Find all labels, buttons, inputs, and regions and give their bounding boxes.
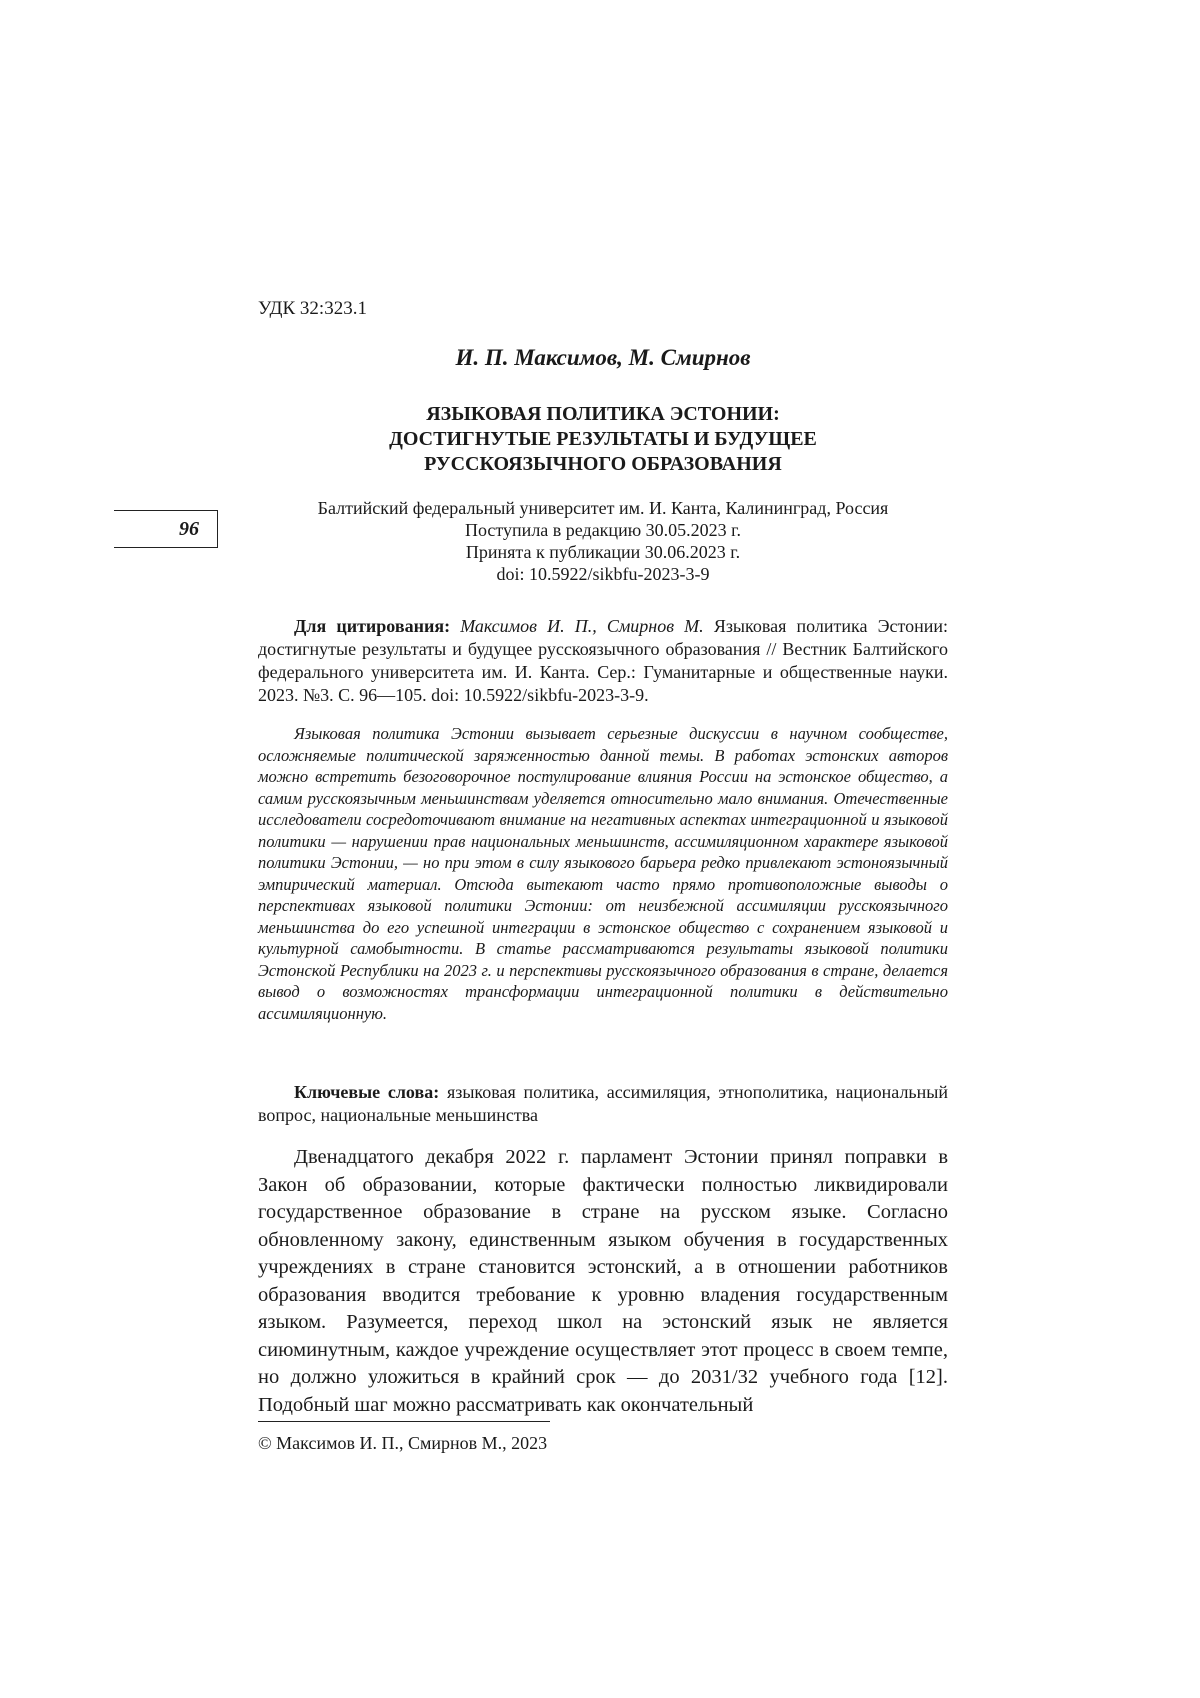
title-line: ЯЗЫКОВАЯ ПОЛИТИКА ЭСТОНИИ: bbox=[426, 403, 780, 425]
citation-text: Языковая политика Эстонии: достигнутые результаты и будущее русскоязычного образования // Вестник Балтийского федерального университета им. И. Канта. Сер.: Гуманитарные и общественные науки. 2023. №3. С. 96—105. doi: 10.5922/sikbfu-2023-3-9. bbox=[258, 616, 949, 705]
footnote-divider bbox=[258, 1421, 550, 1422]
page-number-box bbox=[114, 510, 218, 548]
article-authors: И. П. Максимов, М. Смирнов bbox=[455, 345, 751, 370]
doi: doi: 10.5922/sikbfu-2023-3-9 bbox=[496, 564, 710, 584]
title-line: РУССКОЯЗЫЧНОГО ОБРАЗОВАНИЯ bbox=[424, 453, 782, 475]
copyright-notice: © Максимов И. П., Смирнов М., 2023 bbox=[258, 1433, 548, 1453]
keywords-text: языковая политика, ассимиляция, этнополитика, национальный вопрос, национальные меньшинства bbox=[258, 1082, 948, 1125]
accepted-date: Принята к публикации 30.06.2023 г. bbox=[465, 542, 741, 562]
keywords-block bbox=[258, 1081, 948, 1127]
body-paragraph: Двенадцатого декабря 2022 г. парламент Эстонии принял поправки в Закон об образовании, которые фактически полностью ликвидировали государственное образование в стране на русском языке. Согласно обновленному закону, единственным языком обучения в государственных учреждениях в стране становится эстонский, а в отношении работников образования вводится требование к уровню владения государственным языком. Разумеется, переход школ на эстонский язык не является сиюминутным, каждое учреждение осуществляет этот процесс в своем темпе, но должно уложиться в крайний срок — до 2031/32 учебного года [12]. Подобный шаг можно рассматривать как окончательный bbox=[258, 1146, 948, 1416]
article-title bbox=[258, 402, 948, 477]
affiliation-block bbox=[258, 497, 948, 585]
citation-block bbox=[258, 615, 948, 707]
affiliation-university: Балтийский федеральный университет им. И. Канта, Калининград, Россия bbox=[317, 498, 889, 518]
abstract: Языковая политика Эстонии вызывает серьезные дискуссии в научном сообществе, осложняемые политической заряженностью данной темы. В работах эстонских авторов можно встретить безоговорочное постулирование влияния России на эстонское общество, а самим русскоязычным меньшинствам уделяется относительно мало внимания. Отечественные исследователи сосредоточивают внимание на негативных аспектах интеграционной и языковой политики — нарушении прав национальных меньшинств, ассимиляционном характере языковой политики Эстонии, — но при этом в силу языкового барьера редко привлекают эстоноязычный эмпирический материал. Отсюда вытекают часто прямо противоположные выводы о перспективах языковой политики Эстонии: от неизбежной ассимиляции русскоязычного меньшинства до его успешной интеграции в эстонское общество с сохранением языковой и культурной самобытности. В статье рассматриваются результаты языковой политики Эстонской Республики на 2023 г. и перспективы русскоязычного образования в стране, делается вывод о возможностях трансформации интеграционной политики в действительно ассимиляционную. bbox=[258, 724, 948, 1023]
title-line: ДОСТИГНУТЫЕ РЕЗУЛЬТАТЫ И БУДУЩЕЕ bbox=[389, 428, 817, 450]
citation-label: Для цитирования: bbox=[294, 616, 451, 636]
citation-authors: Максимов И. П., Смирнов М. bbox=[460, 616, 704, 636]
page-number: 96 bbox=[179, 518, 199, 540]
udc-code: УДК 32:323.1 bbox=[258, 298, 367, 319]
received-date: Поступила в редакцию 30.05.2023 г. bbox=[464, 520, 741, 540]
keywords-label: Ключевые слова: bbox=[294, 1082, 440, 1102]
